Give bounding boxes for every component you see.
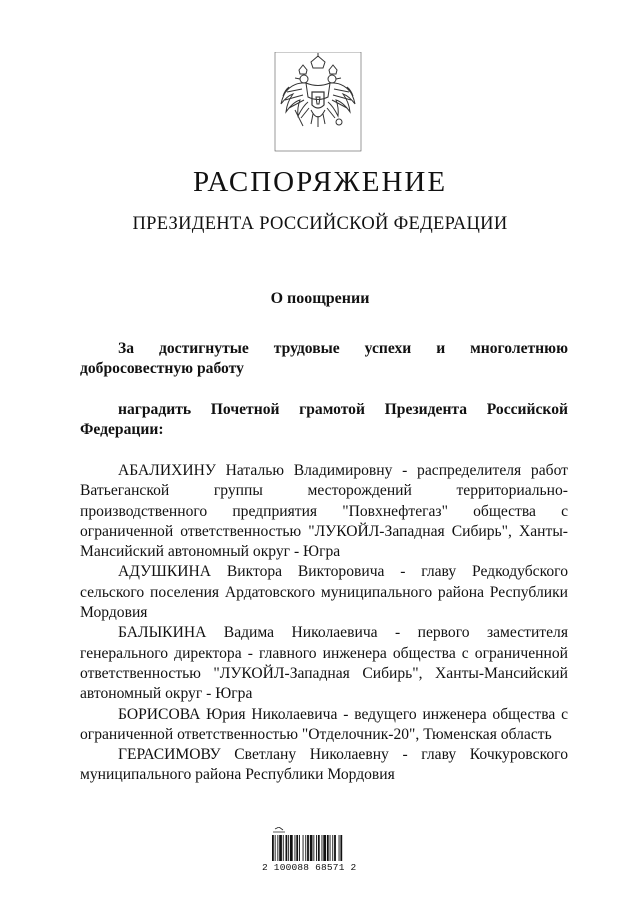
barcode-mark-icon [273, 827, 285, 832]
barcode-bar [322, 835, 323, 861]
barcode-bar [283, 835, 284, 861]
barcode-bar [327, 835, 329, 861]
barcode-bar [305, 835, 306, 861]
barcode-bar [316, 835, 317, 861]
barcode-bar [275, 835, 276, 861]
awardee-item: АДУШКИНА Виктора Викторовича - главу Редкодубского сельского поселения Ардатовского муниципального района Республики Мордовия [80, 563, 568, 622]
barcode-bar [307, 835, 309, 861]
awardee-item: АБАЛИХИНУ Наталью Владимировну - распределителя работ Ватьеганской группы месторождений территориально-производственного предприятия "Повхнефтегаз" общества с ограниченной ответственностью "ЛУКОЙЛ-Западная Сибирь", Ханты-Мансийский автономный округ - Югра [80, 462, 568, 561]
coat-of-arms-icon [273, 52, 363, 152]
barcode-bar [334, 835, 336, 861]
resolution-paragraph: наградить Почетной грамотой Президента Российской Федерации: [80, 401, 568, 439]
barcode-bar [330, 835, 331, 861]
barcode-bar [288, 835, 289, 861]
barcode-bar [296, 835, 298, 861]
barcode-bar [277, 835, 278, 861]
barcode-bar [339, 835, 340, 861]
document-heading: О поощрении [270, 290, 370, 307]
awardee-item: БАЛЫКИНА Вадима Николаевича - первого заместителя генерального директора - главного инженера общества с ограниченной ответственностью "ЛУКОЙЛ-Западная Сибирь", Ханты-Мансийский автономный округ - Югра [80, 624, 568, 703]
barcode-icon [262, 827, 382, 887]
barcode-bar [290, 835, 293, 861]
barcode-bar [313, 835, 314, 861]
document-subtitle: ПРЕЗИДЕНТА РОССИЙСКОЙ ФЕДЕРАЦИИ [132, 214, 508, 234]
awardee-item: ГЕРАСИМОВУ Светлану Николаевну - главу Кочкуровского муниципального района Республики Мордовия [80, 746, 568, 784]
barcode-bar [310, 835, 313, 861]
awardee-list [80, 461, 568, 786]
barcode-bar [286, 835, 288, 861]
preamble-paragraph: За достигнутые трудовые успехи и многолетнюю добросовестную работу [80, 340, 568, 378]
barcode-bar [272, 835, 274, 861]
awardee-item: БОРИСОВА Юрия Николаевича - ведущего инженера общества с ограниченной ответственностью "Отделочник-20", Тюменская область [80, 705, 568, 743]
barcode-bar [299, 835, 300, 861]
barcode-bar [340, 835, 342, 861]
barcode-bar [295, 835, 296, 861]
document-title: РАСПОРЯЖЕНИЕ [192, 166, 448, 198]
barcode-bar [318, 835, 320, 861]
barcode-bar [332, 835, 333, 861]
barcode-bar [323, 835, 326, 861]
barcode-number: 2 100088 68571 2 [262, 862, 357, 873]
barcode-bar [279, 835, 282, 861]
barcode-bar [303, 835, 304, 861]
